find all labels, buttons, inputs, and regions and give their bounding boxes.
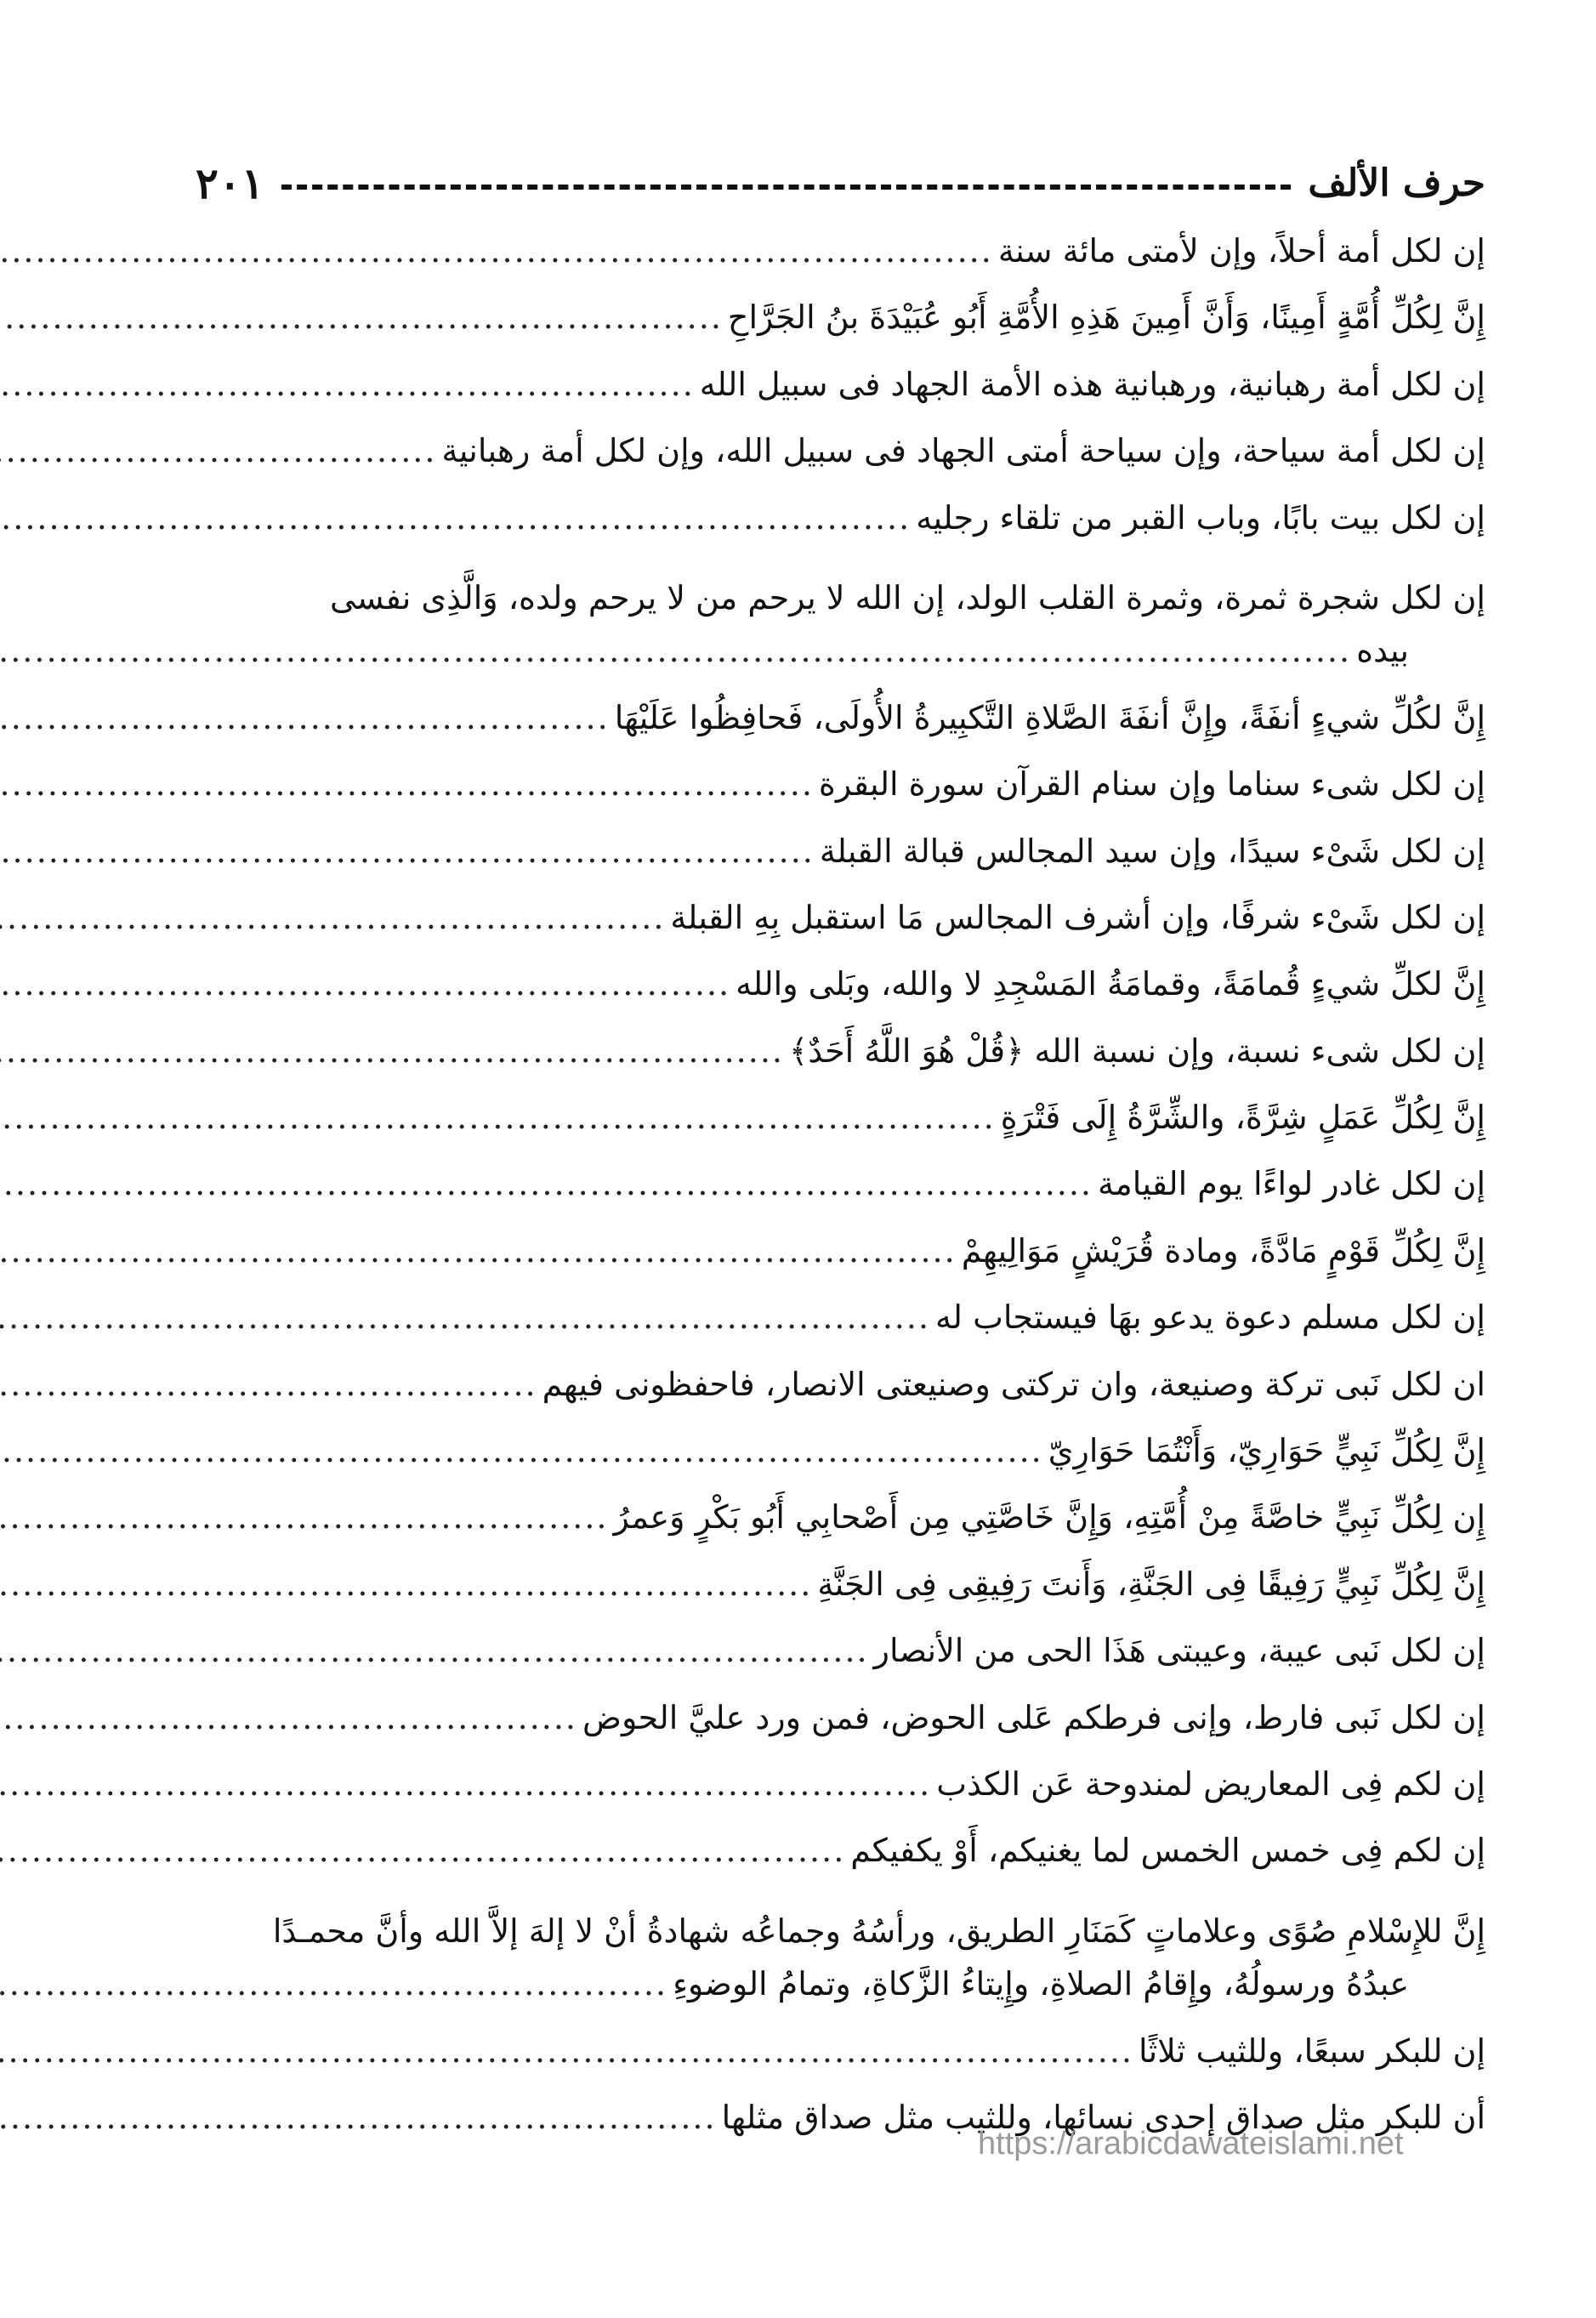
index-entry: [230, 1231, 1485, 1298]
entry-text: إن لكل أمة رهبانية، ورهبانية هذه الأمة الجهاد فى سبيل الله: [699, 365, 1485, 403]
entry-text: إن لكل شَىْء سيدًا، وإن سيد المجالس قبالة القبلة: [819, 832, 1485, 870]
index-entry: [230, 1831, 1485, 1897]
index-entry: [230, 1497, 1485, 1564]
leader-dots: [0, 1965, 667, 2003]
leader-dots: [0, 2099, 717, 2136]
entry-line: [230, 231, 1485, 298]
index-entry: [230, 298, 1485, 364]
entry-line: [230, 2031, 1485, 2098]
index-entry: [230, 964, 1485, 1031]
entry-text: إن لكل أمة أحلاً، وإن لأمتى مائة سنة: [997, 232, 1485, 270]
entry-text: إِن لِكُلِّ نَبِيٍّ خاصَّةً مِنْ أُمَّتِهِ، وَإِنَّ خَاصَّتِي مِن أَصْحابِي أَبُو بَكْرٍ وَعمرُ: [613, 1498, 1485, 1537]
page-number: ٢٠١: [196, 157, 264, 208]
entry-text: إن لكم فِى المعاريض لمندوحة عَن الكذب: [936, 1764, 1485, 1803]
leader-dots: [0, 632, 1351, 669]
index-entry: [230, 1764, 1485, 1831]
entry-line: [230, 1164, 1485, 1230]
entry-text: إن لكل مسلم دعوة يدعو بهَا فيستجاب له: [935, 1298, 1485, 1337]
entry-line: [230, 1831, 1485, 1897]
entry-line: [230, 698, 1485, 764]
entry-line: [230, 1698, 1485, 1764]
entry-text: إِنَّ لِكُلِّ عَمَلٍ شِرَّةً، والشِّرَّةُ إِلَى فَتْرَةٍ: [1000, 1099, 1485, 1137]
entry-line: [230, 1497, 1485, 1564]
entry-line: [230, 1298, 1485, 1364]
watermark: https://arabicdawateislami.net: [978, 2126, 1404, 2162]
leader-dots: [0, 1298, 930, 1336]
entry-line: [230, 431, 1485, 497]
entry-text: إن للبكر سبعًا، وللثيب ثلاثًا: [1139, 2031, 1485, 2070]
entry-text: إِنَّ لكُلِّ شيءٍ أنفَةً، وإِنَّ أنفَةَ الصَّلاةِ التَّكبِيرةُ الأُولَى، فَحافِظُوا عَلَيْهَا: [614, 698, 1485, 736]
index-entry: [230, 1031, 1485, 1098]
index-entry: [230, 1365, 1485, 1431]
leader-dots: [0, 232, 993, 270]
leader-dots: [0, 1165, 1093, 1202]
index-entry: [230, 365, 1485, 431]
entry-text: إِنَّ لِكُلِّ نَبِيٍّ رَفِيقًا فِى الجَنَّةِ، وَأَنتَ رَفِيقِى فِى الجَنَّةِ: [817, 1565, 1485, 1603]
entry-text-continued: بيده: [1356, 632, 1409, 670]
leader-dots: [0, 1765, 931, 1803]
index-entry: [230, 1164, 1485, 1230]
index-entry: [230, 1098, 1485, 1164]
entry-line: [230, 1098, 1485, 1164]
entry-text: أن للبكر مثل صداق إحدى نسائها، وللثيب مثل صداق مثلها: [721, 2098, 1485, 2136]
index-entry: [230, 1631, 1485, 1697]
chapter-title: حرف الألف: [1308, 161, 1485, 205]
leader-dots: [0, 1699, 577, 1736]
index-entry: [230, 1565, 1485, 1631]
leader-dots: [0, 699, 610, 736]
entry-line: [230, 1031, 1485, 1098]
entry-text: إن لكل شىء نسبة، وإن نسبة الله ﴿قُلْ هُوَ اللَّهُ أَحَدٌ﴾: [788, 1031, 1485, 1070]
leader-dots: [0, 832, 815, 870]
entry-text: إن لكل أمة سياحة، وإن سياحة أمتى الجهاد فى سبيل الله، وإن لكل أمة رهبانية: [441, 432, 1485, 470]
entry-line: [230, 1764, 1485, 1831]
leader-dots: [0, 499, 911, 537]
entry-line: [230, 764, 1485, 831]
entry-text: إن لكل بيت بابًا، وباب القبر من تلقاء رجليه: [916, 498, 1485, 537]
leader-dots: [0, 965, 730, 1003]
index-entry: [230, 1298, 1485, 1364]
entry-line: [230, 898, 1485, 964]
entry-text: إن لكل شَىْء شرفًا، وإن أشرف المجالس مَا استقبل بِهِ القبلة: [670, 898, 1485, 936]
entry-text: إِنَّ لِكُلِّ قَوْمٍ مَادَّةً، ومادة قُرَيْشٍ مَوَالِيهِمْ: [961, 1231, 1485, 1270]
entry-text: إِنَّ لِكُلِّ نَبِيٍّ حَوَارِيّ، وَأَنْتُمَا حَوَارِيّ: [1048, 1432, 1485, 1470]
entry-text-continued: عبدُهُ ورسولُهُ، وإِقامُ الصلاةِ، وإِيتاءُ الزَّكاةِ، وتمامُ الوضوءِ: [673, 1965, 1409, 2003]
entry-line: [230, 832, 1485, 898]
index-entry: [230, 231, 1485, 298]
index-entry: [230, 1698, 1485, 1764]
index-entry: [230, 832, 1485, 898]
leader-dots: [0, 1099, 996, 1136]
leader-dots: [0, 366, 695, 403]
entry-text: إِنَّ لكلِّ شيءٍ قُمامَةً، وقمامَةُ المَسْجِدِ لا والله، وبَلى والله: [736, 965, 1485, 1003]
entry-text: إِنَّ للإِسْلامِ صُوًى وعلاماتٍ كَمَنَارِ الطريق، ورأسُهُ وجماعُه شهادةُ أنْ لا إلهَ إلاَّ الله وأنَّ محمـدًا: [272, 1912, 1485, 1950]
index-entry: [230, 2031, 1485, 2098]
index-entry: [230, 1898, 1485, 2031]
index-entry: [230, 698, 1485, 764]
index-entry: [230, 498, 1485, 565]
header-rule: [281, 185, 1292, 190]
leader-dots: [0, 298, 723, 336]
entry-line: [230, 1431, 1485, 1497]
leader-dots: [0, 1565, 812, 1603]
entry-text: إن لكل نَبى عيبة، وعيبتى هَذَا الحى من الأنصار: [873, 1632, 1485, 1670]
leader-dots: [0, 1032, 784, 1070]
entry-line: [230, 1631, 1485, 1697]
entry-line: [230, 365, 1485, 431]
leader-dots: [0, 432, 436, 469]
entry-line: [230, 1565, 1485, 1631]
entry-text: إِنَّ لِكُلِّ أُمَّةٍ أَمِينًا، وَأَنَّ أَمِينَ هَذِهِ الأُمَّةِ أَبُو عُبَيْدَةَ بنُ الجَرَّاحِ: [727, 298, 1485, 337]
leader-dots: [0, 1632, 869, 1669]
index-entry: [230, 764, 1485, 831]
leader-dots: [0, 1366, 537, 1403]
leader-dots: [0, 1432, 1043, 1469]
leader-dots: [0, 1232, 957, 1270]
index-entry: [230, 1431, 1485, 1497]
entry-line: [230, 498, 1485, 565]
entry-continuation: [230, 631, 1485, 697]
page-header: [196, 145, 1485, 221]
entry-text: ان لكل نَبى تركة وصنيعة، وان تركتى وصنيعتى الانصار، فاحفظونى فيهم: [542, 1365, 1485, 1403]
entry-continuation: [230, 1964, 1485, 2031]
index-entry: [230, 898, 1485, 964]
index-entry: [230, 431, 1485, 497]
entry-line: [230, 1365, 1485, 1431]
leader-dots: [0, 2032, 1133, 2070]
leader-dots: [0, 765, 814, 803]
entry-text: إن لكل نَبى فارط، وإنى فرطكم عَلى الحوض، فمن ورد عليَّ الحوض: [582, 1698, 1485, 1736]
entry-line: [230, 964, 1485, 1031]
leader-dots: [0, 899, 665, 936]
entry-text: إن لكم فِى خمس الخمس لما يغنيكم، أَوْ يكفيكم: [850, 1832, 1485, 1870]
entry-line: [230, 1231, 1485, 1298]
leader-dots: [0, 1498, 609, 1536]
entry-text: إن لكل غادر لواءًا يوم القيامة: [1098, 1165, 1485, 1203]
leader-dots: [0, 1832, 845, 1869]
index-entry: [230, 565, 1485, 698]
entry-text: إن لكل شجرة ثمرة، وثمرة القلب الولد، إن الله لا يرحم من لا يرحم ولده، وَالَّذِى نفسى: [329, 578, 1485, 616]
entry-text: إن لكل شىء سناما وإن سنام القرآن سورة البقرة: [818, 765, 1485, 804]
index-entries: [230, 231, 1485, 2164]
entry-line: [230, 298, 1485, 364]
